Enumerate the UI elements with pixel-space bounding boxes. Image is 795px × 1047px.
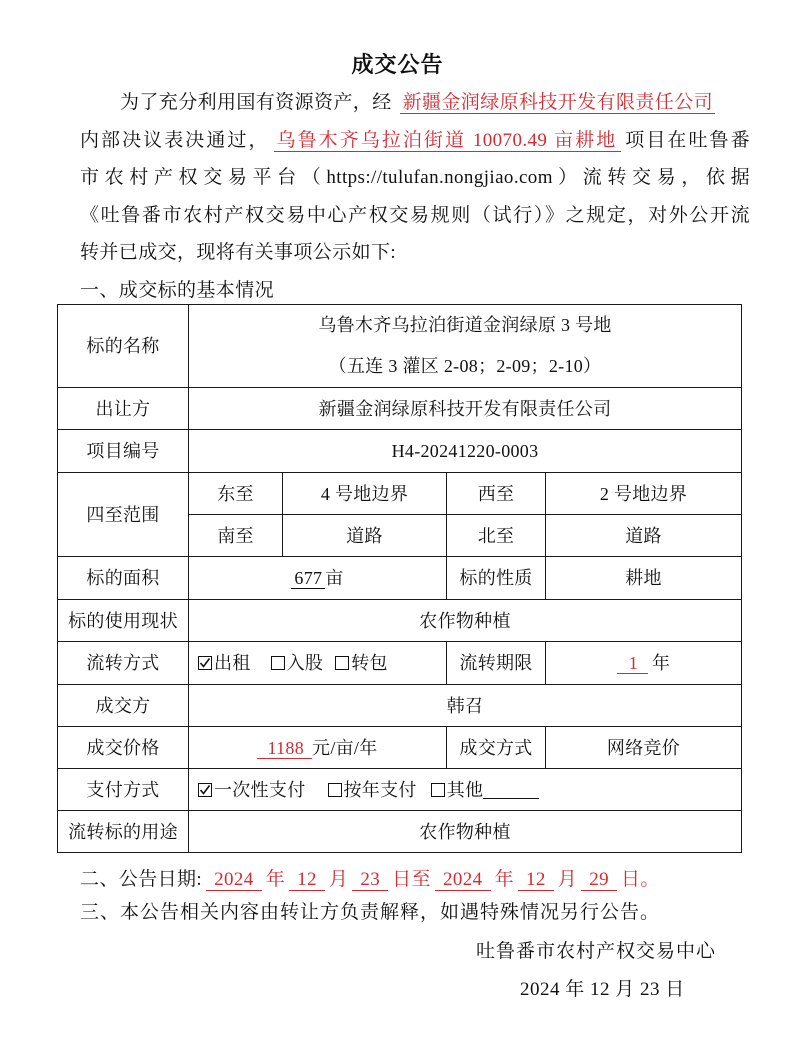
- transfer-term-unit: 年: [652, 653, 671, 673]
- end-year: 2024: [435, 869, 491, 891]
- other-option-label: 其他: [446, 779, 484, 800]
- area-label: 标的面积: [58, 557, 189, 600]
- payment-option-other: [431, 778, 540, 802]
- transferor-label: 出让方: [58, 388, 189, 430]
- end-month: 12: [518, 869, 554, 891]
- start-month-unit: 月: [328, 869, 349, 890]
- project-code-value: H4-20241220-0003: [189, 430, 742, 473]
- transfer-term-value: 1: [617, 653, 648, 674]
- payment-option-lump-sum: [198, 778, 306, 802]
- transfer-method-label: 流转方式: [58, 642, 189, 685]
- south-boundary-label: 南至: [189, 515, 283, 557]
- nature-value: 耕地: [546, 557, 742, 600]
- end-year-unit: 年: [494, 869, 514, 890]
- table-row-buyer: [58, 685, 742, 727]
- subject-name-cell: [189, 305, 742, 388]
- north-boundary-label: 北至: [447, 515, 546, 557]
- transfer-term-cell: [546, 642, 742, 685]
- table-row-project-code: [58, 430, 742, 473]
- transfer-option-sublease: [335, 651, 388, 675]
- project-code-label: 项目编号: [58, 430, 189, 473]
- equity-checkbox-icon: [271, 656, 285, 670]
- intro-line-2: [80, 122, 750, 160]
- boundaries-label: 四至范围: [58, 473, 189, 557]
- buyer-label: 成交方: [58, 685, 189, 727]
- end-day: 29: [581, 869, 617, 891]
- area-value: 677: [291, 568, 325, 589]
- annual-option-label: 按年支付: [343, 779, 417, 800]
- current-use-value: 农作物种植: [189, 600, 742, 642]
- price-unit: 元/亩/年: [312, 737, 378, 758]
- current-use-label: 标的使用现状: [58, 600, 189, 642]
- lease-option-label: 出租: [214, 653, 251, 673]
- announcement-period-line: [80, 861, 660, 899]
- section-3-text: 三、本公告相关内容由转让方负责解释，如遇特殊情况另行公告。: [80, 902, 661, 923]
- start-day: 23: [352, 869, 388, 891]
- intro-paragraph: [80, 84, 750, 310]
- document-title: 成交公告: [351, 52, 444, 77]
- lump-sum-option-label: 一次性支付: [214, 779, 306, 800]
- intro-line-2-text: 内部决议表决通过，: [80, 129, 270, 151]
- subject-name-label: 标的名称: [58, 305, 189, 388]
- intro-line-1-text: 为了充分利用国有资源资产，经: [120, 92, 392, 113]
- payment-option-annual: [328, 778, 417, 802]
- announcement-period-range: [202, 869, 660, 890]
- subject-name-value: 乌鲁木齐乌拉泊街道金润绿原 3 号地: [318, 315, 612, 335]
- deal-method-label: 成交方式: [447, 727, 546, 769]
- lump-sum-checkbox-icon: [198, 783, 212, 797]
- start-month: 12: [289, 869, 325, 891]
- intro-line-4: 《吐鲁番市农村产权交易中心产权交易规则（试行）》之规定，对外公开流: [80, 204, 750, 226]
- intro-line-2-tail: 项目在吐鲁番: [625, 129, 750, 151]
- area-unit: 亩: [325, 568, 344, 588]
- buyer-value: 韩召: [189, 685, 742, 727]
- price-value: 1188: [257, 738, 312, 759]
- north-boundary-value: 道路: [546, 515, 742, 557]
- transfer-option-equity: [271, 651, 324, 675]
- issue-date: 2024 年 12 月 23 日: [520, 979, 685, 1000]
- payment-method-options: [189, 769, 742, 811]
- transferor-company-highlight: 新疆金润绿原科技开发有限责任公司: [400, 92, 715, 114]
- start-year-unit: 年: [265, 869, 286, 890]
- table-row-transferor: [58, 388, 742, 430]
- sublease-checkbox-icon: [335, 656, 349, 670]
- table-row-usage: [58, 811, 742, 853]
- announcement-period-label: 二、公告日期:: [80, 869, 203, 890]
- section-1-heading: 一、成交标的基本情况: [80, 279, 275, 301]
- issuer-name: 吐鲁番市农村产权交易中心: [476, 941, 717, 962]
- table-row-price-deal-method: [58, 727, 742, 769]
- table-row-subject-name: [58, 305, 742, 388]
- nature-label: 标的性质: [447, 557, 546, 600]
- start-year: 2024: [206, 869, 262, 891]
- table-row-area-nature: [58, 557, 742, 600]
- east-boundary-label: 东至: [189, 473, 283, 515]
- range-word: 至: [411, 869, 431, 890]
- equity-option-label: 入股: [286, 653, 324, 673]
- table-row-current-use: [58, 600, 742, 642]
- usage-value: 农作物种植: [189, 811, 742, 853]
- area-cell: [189, 557, 447, 600]
- south-boundary-value: 道路: [283, 515, 447, 557]
- end-month-unit: 月: [557, 869, 578, 890]
- usage-label: 流转标的用途: [58, 811, 189, 853]
- sublease-option-label: 转包: [351, 653, 388, 673]
- table-row-transfer-method-term: [58, 642, 742, 685]
- intro-line-1: [80, 84, 750, 122]
- west-boundary-value: 2 号地边界: [546, 473, 742, 515]
- end-mark: 。: [640, 869, 660, 890]
- other-checkbox-icon: [431, 783, 445, 797]
- annual-checkbox-icon: [328, 783, 342, 797]
- payment-method-label: 支付方式: [58, 769, 189, 811]
- intro-line-3: 市农村产权交易平台（https://tulufan.nongjiao.com）流转交易，依据: [80, 167, 750, 189]
- start-day-unit: 日: [392, 869, 412, 890]
- intro-line-5: 转并已成交，现将有关事项公示如下:: [80, 242, 397, 264]
- transfer-option-lease: [198, 651, 251, 675]
- east-boundary-value: 4 号地边界: [283, 473, 447, 515]
- subject-plot-detail: （五连 3 灌区 2-08；2-09；2-10）: [328, 356, 602, 376]
- deal-info-table: [57, 304, 742, 853]
- other-blank-line: [483, 782, 539, 799]
- end-day-unit: 日: [621, 869, 641, 890]
- transfer-method-options: [189, 642, 447, 685]
- project-name-highlight: 乌鲁木齐乌拉泊街道 10070.49 亩耕地: [274, 130, 622, 152]
- lease-checkbox-icon: [198, 656, 212, 670]
- transfer-term-label: 流转期限: [447, 642, 546, 685]
- table-row-boundaries-east-west: [58, 473, 742, 515]
- transferor-value: 新疆金润绿原科技开发有限责任公司: [189, 388, 742, 430]
- west-boundary-label: 西至: [447, 473, 546, 515]
- price-cell: [189, 727, 447, 769]
- price-label: 成交价格: [58, 727, 189, 769]
- deal-method-value: 网络竞价: [546, 727, 742, 769]
- table-row-payment-method: [58, 769, 742, 811]
